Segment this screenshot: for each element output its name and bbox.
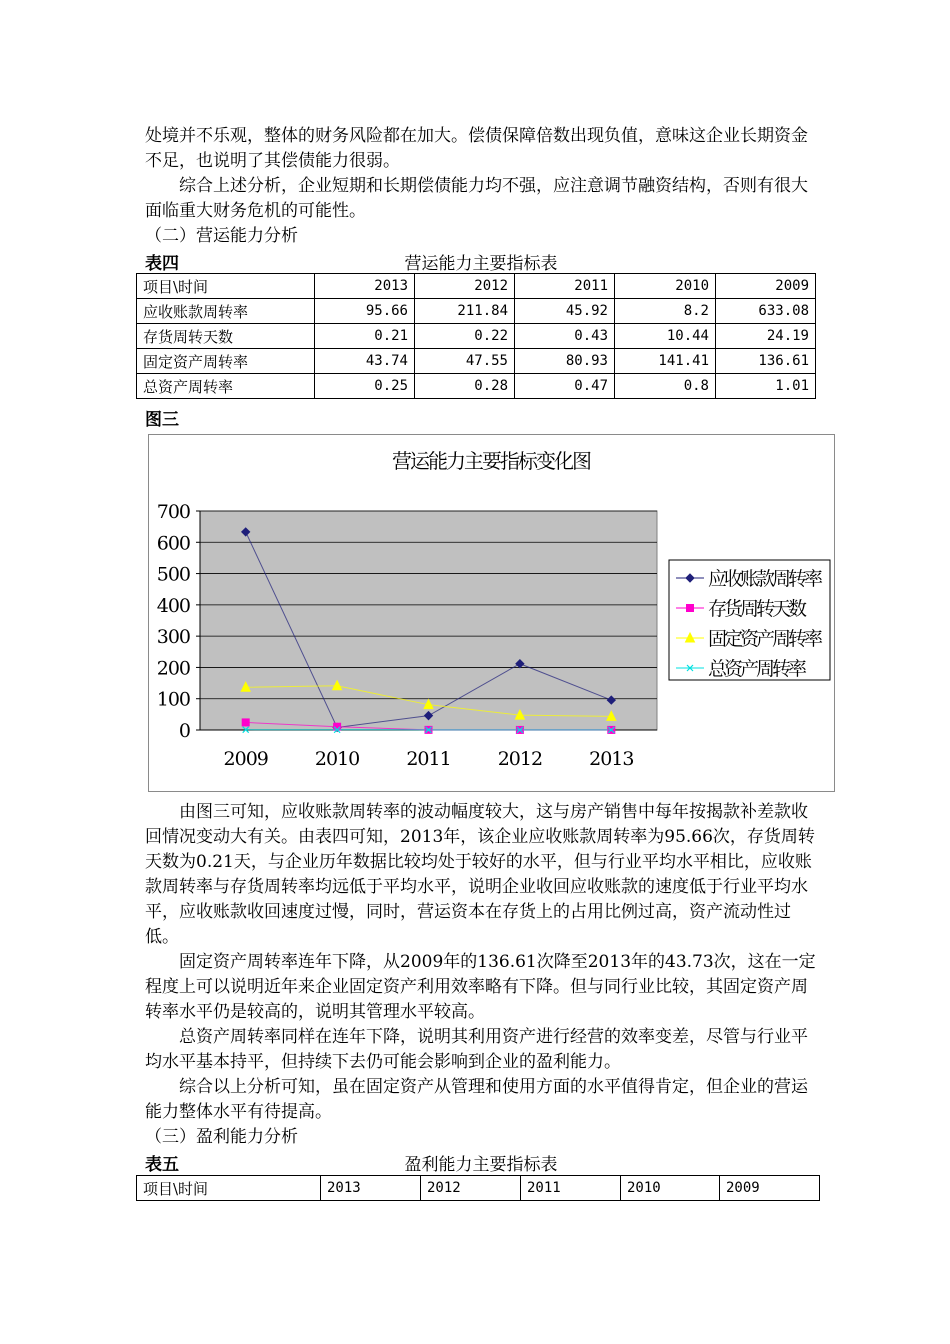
table-cell: 141.41 [615, 349, 716, 374]
table-cell: 存货周转天数 [137, 324, 315, 349]
table-header-cell: 项目\时间 [137, 274, 315, 299]
y-tick-label: 100 [156, 688, 190, 711]
paragraph-figure-analysis: 由图三可知，应收账款周转率的波动幅度较大，这与房产销售中每年按揭款补差款收回情况变动大有关。由表四可知，2013年，该企业应收账款周转率为95.66次，存货周转天数为0.21天，与企业历年数据比较均处于较好的水平，但与行业平均水平相比，应收账款周转率与存货周转率均远低于平均水平，说明企业收回应收账款的速度低于行业平均水平，应收账款收回速度过慢，同时，营运资本在存货上的占用比例过高，资产流动性过低。 [145, 802, 815, 947]
x-tick-label: 2013 [589, 748, 634, 770]
table-header-cell: 2012 [415, 274, 515, 299]
paragraph-solvency-conclusion: 处境并不乐观，整体的财务风险都在加大。偿债保障倍数出现负值，意味这企业长期资金不足，也说明了其偿债能力很弱。 [145, 126, 808, 171]
legend-entry: 总资产周转率 [708, 658, 805, 680]
table4-caption [145, 249, 817, 273]
legend-entry: 存货周转天数 [708, 598, 805, 620]
table-cell: 0.8 [615, 374, 716, 399]
table-cell: 总资产周转率 [137, 374, 315, 399]
table-cell: 应收账款周转率 [137, 299, 315, 324]
y-tick-label: 300 [156, 626, 190, 649]
table-cell: 0.21 [315, 324, 415, 349]
table5-number: 表五 [145, 1155, 179, 1175]
table-header-row [137, 274, 816, 299]
table-header-row [137, 1176, 820, 1201]
table-cell: 24.19 [716, 324, 816, 349]
table-row [137, 299, 816, 324]
table-header-cell: 2009 [716, 274, 816, 299]
legend-marker [687, 605, 694, 612]
table4-title: 营运能力主要指标表 [404, 254, 558, 274]
operating-indicators-chart [149, 435, 834, 791]
table5-caption [145, 1150, 817, 1174]
table-header-cell: 2009 [720, 1176, 820, 1201]
table-cell: 45.92 [515, 299, 615, 324]
paragraph-total-asset: 总资产周转率同样在连年下降，说明其利用资产进行经营的效率变差，尽管与行业平均水平基本持平，但持续下去仍可能会影响到企业的盈利能力。 [145, 1027, 808, 1072]
paragraph-operating-summary: 综合以上分析可知，虽在固定资产从管理和使用方面的水平值得肯定，但企业的营运能力整体水平有待提高。 [145, 1077, 808, 1122]
table-header-cell: 2011 [521, 1176, 621, 1201]
table-cell: 10.44 [615, 324, 716, 349]
table-cell: 0.43 [515, 324, 615, 349]
legend-entry: 应收账款周转率 [708, 568, 821, 590]
chart-title: 营运能力主要指标变化图 [392, 449, 590, 473]
data-point-series-1 [242, 719, 249, 726]
table-header-cell: 项目\时间 [137, 1176, 321, 1201]
table-cell: 1.01 [716, 374, 816, 399]
table-header-cell: 2012 [421, 1176, 521, 1201]
table5-profitability-indicators [136, 1175, 820, 1201]
table-cell: 80.93 [515, 349, 615, 374]
paragraph-fixed-asset: 固定资产周转率连年下降，从2009年的136.61次降至2013年的43.73次，这在一定程度上可以说明近年来企业固定资产利用效率略有下降。但与同行业比较，其固定资产周转率水平仍是较高的，说明其管理水平较高。 [145, 952, 816, 1022]
y-tick-label: 200 [156, 657, 190, 680]
table-row [137, 324, 816, 349]
figure3-label: 图三 [145, 410, 179, 430]
x-tick-label: 2012 [497, 748, 543, 770]
table-cell: 固定资产周转率 [137, 349, 315, 374]
chart-frame [148, 434, 835, 792]
table-row [137, 349, 816, 374]
plot-area [200, 511, 657, 730]
table-cell: 0.28 [415, 374, 515, 399]
y-tick-label: 400 [156, 594, 190, 617]
table-row [137, 374, 816, 399]
y-tick-label: 0 [178, 720, 190, 742]
x-tick-label: 2010 [314, 748, 360, 770]
table-header-cell: 2010 [615, 274, 716, 299]
table-cell: 8.2 [615, 299, 716, 324]
table4-number: 表四 [145, 254, 179, 274]
table-header-cell: 2013 [315, 274, 415, 299]
table-cell: 0.47 [515, 374, 615, 399]
table-cell: 43.74 [315, 349, 415, 374]
table-cell: 47.55 [415, 349, 515, 374]
table-cell: 136.61 [716, 349, 816, 374]
y-tick-label: 500 [156, 563, 190, 586]
paragraph-solvency-summary: 综合上述分析，企业短期和长期偿债能力均不强，应注意调节融资结构，否则有很大面临重大财务危机的可能性。 [145, 176, 808, 221]
y-tick-label: 700 [156, 501, 190, 523]
table-cell: 95.66 [315, 299, 415, 324]
table-cell: 0.22 [415, 324, 515, 349]
table-cell: 211.84 [415, 299, 515, 324]
table-header-cell: 2013 [321, 1176, 421, 1201]
y-tick-label: 600 [156, 532, 190, 555]
table-cell: 633.08 [716, 299, 816, 324]
table5-title: 盈利能力主要指标表 [404, 1155, 558, 1175]
section-heading-profitability: （三）盈利能力分析 [145, 1127, 298, 1147]
table4-operating-indicators [136, 273, 816, 399]
legend-entry: 固定资产周转率 [708, 628, 821, 650]
x-tick-label: 2011 [406, 748, 451, 770]
x-tick-label: 2009 [223, 748, 268, 770]
table-header-cell: 2011 [515, 274, 615, 299]
table-cell: 0.25 [315, 374, 415, 399]
section-heading-operating: （二）营运能力分析 [145, 226, 298, 246]
table-header-cell: 2010 [621, 1176, 720, 1201]
